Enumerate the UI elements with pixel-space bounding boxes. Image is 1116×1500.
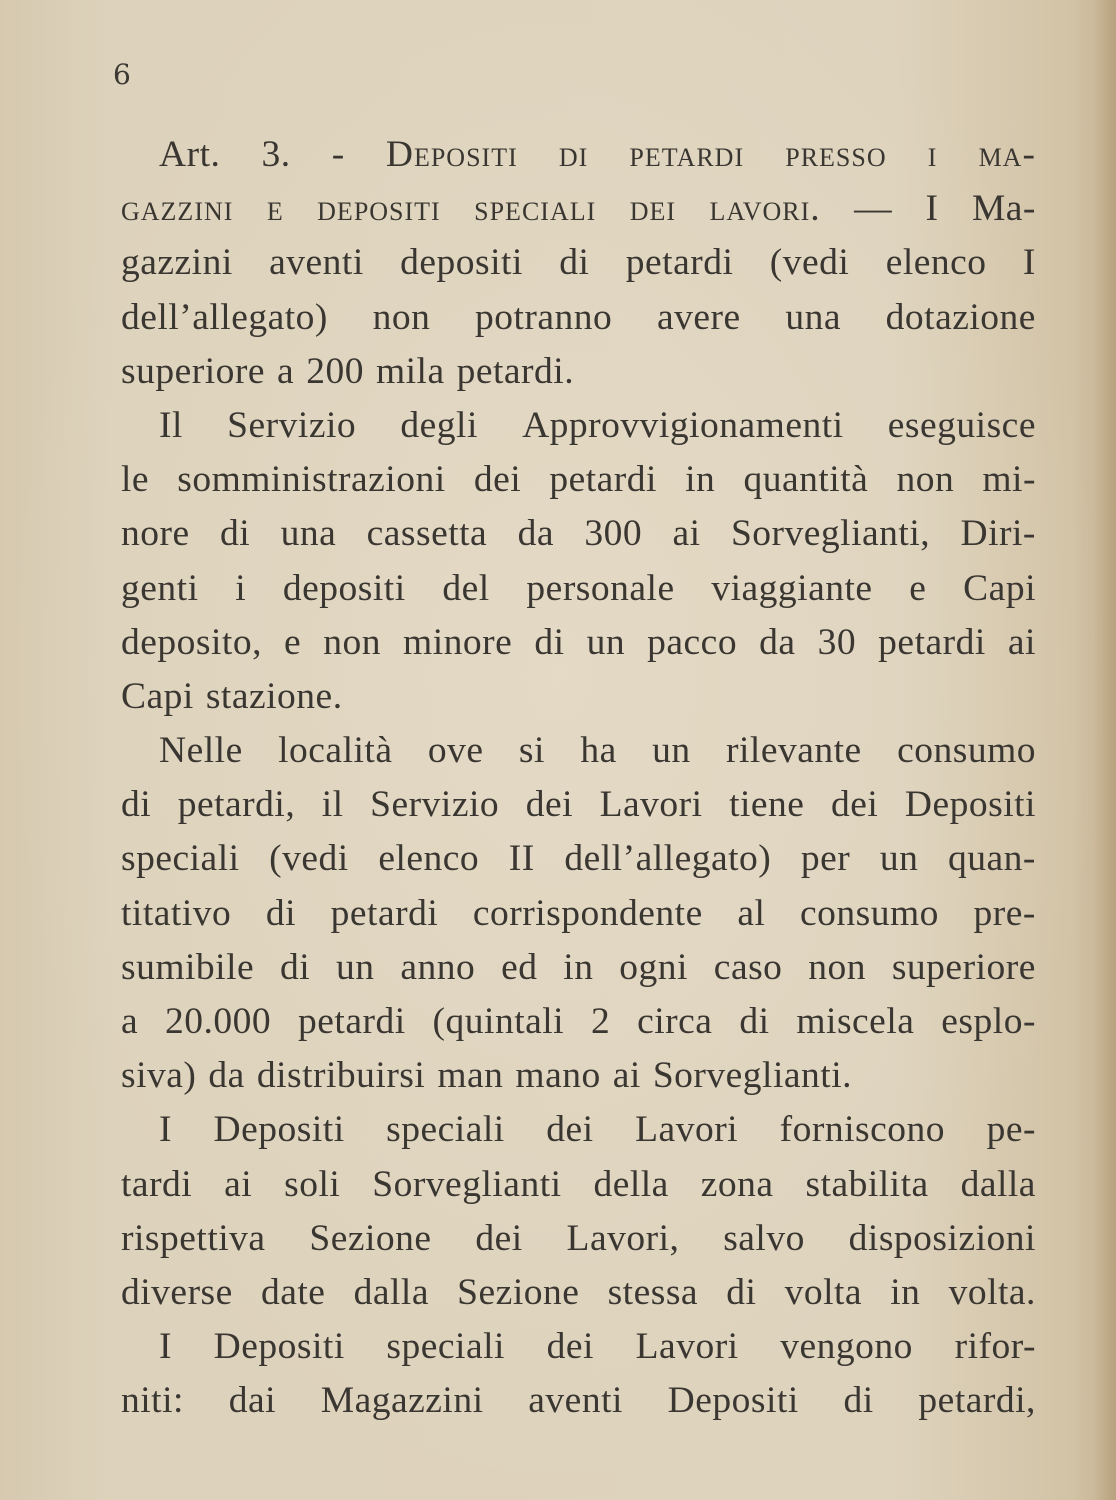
word: Diri- [960, 513, 1036, 555]
word: pe- [986, 1109, 1036, 1151]
word: a [121, 1001, 139, 1042]
word: Servizio [370, 784, 500, 826]
word: stazione. [205, 675, 343, 717]
word: in [563, 946, 594, 988]
word: da [208, 1055, 245, 1097]
word: stabilita [805, 1163, 929, 1205]
word: ogni [619, 946, 688, 988]
word: dei [525, 784, 574, 826]
word: depositi [400, 242, 523, 284]
word: anno [400, 946, 476, 988]
word: speciali [474, 188, 597, 230]
word: minore [403, 621, 513, 663]
word: tiene [729, 784, 805, 826]
word: il [321, 784, 344, 826]
word: date [260, 1271, 326, 1313]
word: ai [224, 1163, 253, 1205]
word: ha [580, 730, 617, 772]
word: 3. [261, 134, 291, 175]
word: di [739, 1001, 770, 1042]
word: 30 [817, 621, 857, 663]
word: una [785, 296, 841, 338]
word: dei [546, 1326, 594, 1368]
word: Servizio [227, 404, 357, 446]
word: rispettiva [121, 1217, 266, 1259]
text-line [121, 453, 1036, 507]
word: di [559, 242, 590, 284]
word: dotazione [885, 296, 1036, 338]
word: Ma- [971, 188, 1036, 230]
word: degli [400, 404, 478, 446]
word: petardi [549, 459, 657, 501]
word: mano [515, 1055, 601, 1097]
word: dei [473, 459, 522, 501]
word: Capi [121, 675, 194, 717]
word: i [927, 134, 938, 175]
text-line [121, 1049, 1036, 1103]
word: di [558, 134, 589, 175]
word: quantità [743, 459, 869, 501]
word: di [534, 621, 565, 663]
word: di [265, 892, 297, 934]
word: di [121, 784, 152, 826]
word: quan- [948, 838, 1036, 880]
text-line [121, 887, 1036, 941]
word: da [759, 621, 796, 663]
word: niti: [121, 1380, 184, 1422]
word: gazzini [121, 242, 233, 284]
word: da [517, 513, 554, 555]
word: volta [784, 1271, 863, 1313]
word: pre- [973, 892, 1036, 934]
word: Sezione [457, 1271, 580, 1313]
word: consumo [800, 892, 939, 934]
word: di [726, 1271, 757, 1313]
word: titativo [121, 892, 232, 934]
word: rilevante [726, 730, 862, 772]
word: Depositi [213, 1326, 345, 1368]
word: I [925, 188, 939, 230]
word: petardi, [918, 1380, 1036, 1422]
word: un [336, 946, 375, 988]
text-line [121, 399, 1036, 453]
word: 200 [306, 350, 364, 392]
word: caso [713, 946, 783, 988]
word: mila [375, 350, 445, 392]
word: Sezione [309, 1217, 432, 1259]
word: tardi [121, 1163, 193, 1205]
word: Il [159, 404, 183, 446]
word: ed [501, 946, 538, 988]
word: II [508, 838, 535, 880]
word: superiore [121, 350, 266, 392]
word: (quintali [432, 1001, 565, 1042]
text-line [121, 1374, 1036, 1428]
word: cassetta [366, 513, 488, 555]
word: Sorveglianti [372, 1163, 562, 1205]
word: miscela [796, 1001, 915, 1042]
word: Depositi [385, 134, 518, 175]
word: soli [284, 1163, 341, 1205]
word: non [323, 621, 381, 663]
word: Magazzini [320, 1380, 484, 1422]
word: Sorveglianti. [652, 1055, 852, 1097]
word: depositi [317, 188, 441, 230]
text-line [121, 941, 1036, 995]
word: I [1022, 242, 1036, 284]
word: i [235, 567, 247, 609]
word: I [159, 1109, 172, 1151]
word: dei [831, 784, 879, 826]
word: distribuirsi [256, 1055, 426, 1097]
word: Art. [159, 134, 221, 175]
text-line [121, 1320, 1036, 1374]
word: un [879, 838, 919, 880]
text-line [121, 236, 1036, 290]
word: in [685, 459, 716, 501]
word: 20.000 [165, 1001, 272, 1042]
word: e [266, 188, 284, 230]
word: della [593, 1163, 669, 1205]
text-line [121, 670, 1036, 724]
word: speciali [386, 1109, 505, 1151]
word: ma- [978, 134, 1036, 175]
text-line [121, 1158, 1036, 1212]
word: Capi [963, 567, 1036, 609]
word: a [277, 350, 295, 392]
text-line [121, 291, 1036, 345]
word: e [909, 567, 927, 609]
word: corrispondente [472, 892, 703, 934]
word: mi- [982, 459, 1036, 501]
word: zona [700, 1163, 774, 1205]
word: Nelle [159, 730, 243, 772]
word: aventi [528, 1380, 623, 1422]
word: di [843, 1380, 874, 1422]
article-body-text [121, 128, 1036, 1429]
word: (vedi [269, 838, 349, 880]
word: - [331, 134, 345, 175]
word: dalla [960, 1163, 1036, 1205]
word: petardi [878, 621, 986, 663]
word: salvo [723, 1217, 805, 1259]
word: Lavori [635, 1109, 739, 1151]
text-line [121, 1266, 1036, 1320]
word: dai [228, 1380, 277, 1422]
text-line [121, 128, 1036, 182]
word: dei [475, 1217, 523, 1259]
word: Lavori [635, 1326, 739, 1368]
word: petardi [625, 242, 734, 284]
word: dell’allegato) [564, 838, 772, 880]
word: aventi [269, 242, 364, 284]
word: non [372, 296, 431, 338]
text-line [121, 1103, 1036, 1157]
word: gazzini [121, 188, 234, 230]
word: dei [546, 1109, 594, 1151]
word: un [586, 621, 626, 663]
word: presso [785, 134, 887, 175]
word: non [808, 946, 867, 988]
word: sumibile [121, 946, 255, 988]
word: in [890, 1271, 921, 1313]
word: 300 [584, 513, 643, 555]
text-line [121, 778, 1036, 832]
word: nore [121, 513, 190, 555]
word: Sorveglianti, [730, 513, 931, 555]
word: di [220, 513, 251, 555]
word: deposito, [121, 621, 262, 663]
word: e [284, 621, 302, 663]
word: petardi [629, 134, 745, 175]
word: circa [637, 1001, 713, 1042]
word: si [518, 730, 545, 772]
word: — [854, 188, 893, 230]
text-line [121, 995, 1036, 1049]
word: ove [427, 730, 484, 772]
word: elenco [378, 838, 480, 880]
word: forniscono [779, 1109, 946, 1151]
word: non [896, 459, 955, 501]
text-line [121, 616, 1036, 670]
word: pacco [647, 621, 738, 663]
word: eseguisce [887, 404, 1036, 446]
word: 2 [590, 1001, 611, 1042]
word: man [437, 1055, 504, 1097]
word: depositi [282, 567, 406, 609]
word: volta. [948, 1271, 1036, 1313]
word: diverse [121, 1271, 233, 1313]
word: vengono [780, 1326, 913, 1368]
word: Depositi [667, 1380, 799, 1422]
word: località [278, 730, 393, 772]
word: lavori. [709, 188, 821, 230]
text-line [121, 562, 1036, 616]
word: le [121, 459, 150, 501]
word: dalla [353, 1271, 429, 1313]
word: (vedi [769, 242, 850, 284]
word: petardi [330, 892, 439, 934]
word: consumo [897, 730, 1036, 772]
word: elenco [885, 242, 987, 284]
word: avere [656, 296, 741, 338]
word: dell’allegato) [121, 296, 328, 338]
word: speciali [386, 1326, 505, 1368]
word: dei [629, 188, 677, 230]
word: Approvvigionamenti [522, 404, 844, 446]
word: viaggiante [711, 567, 873, 609]
text-line [121, 832, 1036, 886]
word: rifor- [954, 1326, 1036, 1368]
word: stessa [607, 1271, 699, 1313]
word: disposizioni [848, 1217, 1036, 1259]
word: Lavori [599, 784, 703, 826]
word: Depositi [213, 1109, 345, 1151]
word: ai [612, 1055, 641, 1097]
word: I [159, 1326, 172, 1368]
word: un [652, 730, 691, 772]
text-line [121, 507, 1036, 561]
word: di [280, 946, 311, 988]
word: superiore [891, 946, 1036, 988]
word: siva) [121, 1055, 197, 1097]
word: del [442, 567, 490, 609]
word: petardi [298, 1001, 406, 1042]
word: personale [526, 567, 675, 609]
word: Lavori, [566, 1217, 680, 1259]
text-line [121, 182, 1036, 236]
word: speciali [121, 838, 240, 880]
word: esplo- [941, 1001, 1036, 1042]
text-line [121, 345, 1036, 399]
word: per [800, 838, 851, 880]
word: ai [672, 513, 701, 555]
text-line [121, 1212, 1036, 1266]
word: petardi, [177, 784, 296, 826]
word: potranno [475, 296, 613, 338]
word: somministrazioni [177, 459, 446, 501]
page-binding-shadow [1094, 0, 1116, 1500]
text-line [121, 724, 1036, 778]
word: Depositi [904, 784, 1036, 826]
page-number: 6 [113, 58, 131, 91]
word: una [280, 513, 337, 555]
word: al [737, 892, 766, 934]
word: petardi. [456, 350, 575, 392]
word: ai [1007, 621, 1036, 663]
word: genti [121, 567, 199, 609]
